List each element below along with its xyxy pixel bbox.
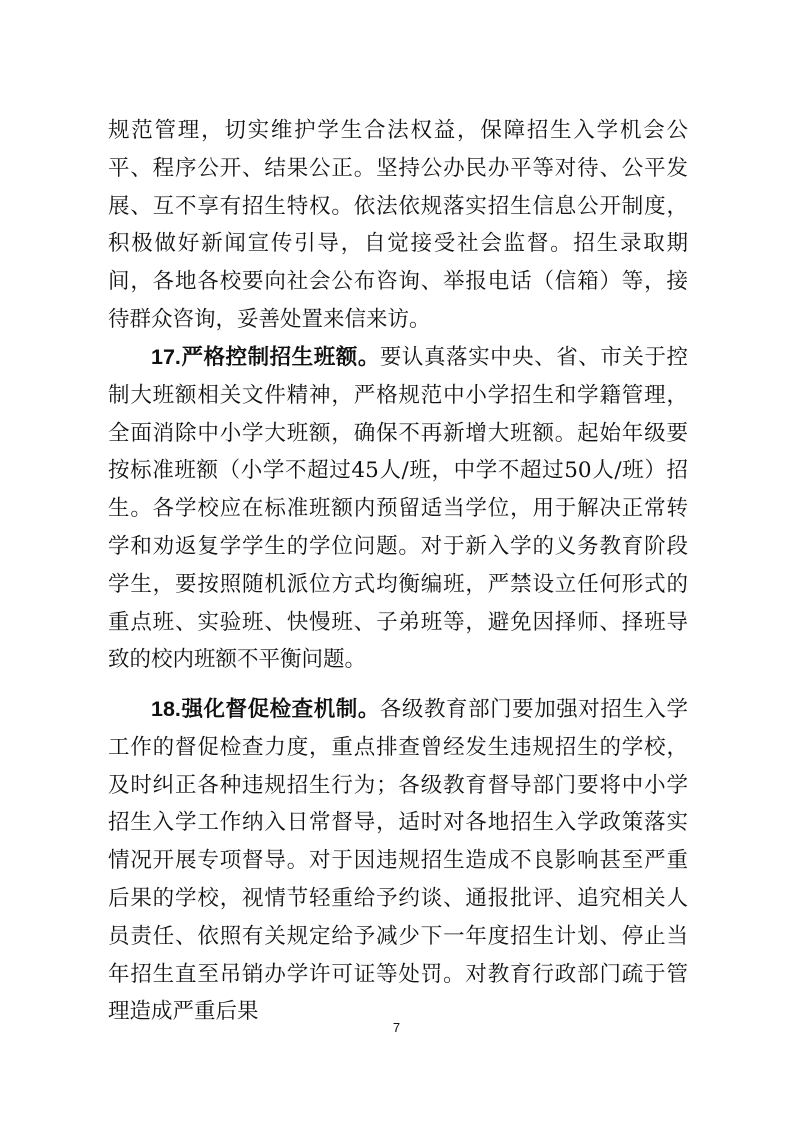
section-17-heading: 严格控制招生班额。 (180, 345, 380, 370)
section-17-paragraph (108, 339, 688, 679)
section-18-body: 各级教育部门要加强对招生入学工作的督促检查力度，重点排查曾经发生违规招生的学校，及时纠正各种违规招生行为；各级教育督导部门要将中小学招生入学工作纳入日常督导，适时对各地招生入学政策落实情况开展专项督导。对于因违规招生造成不良影响甚至严重后果的学校，视情节轻重给予约谈、通报批评、追究相关人员责任、依照有关规定给予减少下一年度招生计划、停止当年招生直至吊销办学许可证等处罚。对教育行政部门疏于管理造成严重后果 (108, 697, 688, 1025)
section-18-paragraph (108, 691, 688, 1031)
section-17-body: 要认真落实中央、省、市关于控制大班额相关文件精神，严格规范中小学招生和学籍管理，全面消除中小学大班额，确保不再新增大班额。起始年级要按标准班额（小学不超过45人/班，中学不超过50人/班）招生。各学校应在标准班额内预留适当学位，用于解决正常转学和劝返复学学生的学位问题。对于新入学的义务教育阶段学生，要按照随机派位方式均衡编班，严禁设立任何形式的重点班、实验班、快慢班、子弟班等，避免因择师、择班导致的校内班额不平衡问题。 (108, 345, 688, 673)
paragraph-continuation: 规范管理，切实维护学生合法权益，保障招生入学机会公平、程序公开、结果公正。坚持公办民办平等对待、公平发展、互不享有招生特权。依法依规落实招生信息公开制度，积极做好新闻宣传引导，自觉接受社会监督。招生录取期间，各地各校要向社会公布咨询、举报电话（信箱）等，接待群众咨询，妥善处置来信来访。 (108, 118, 688, 332)
section-18-heading: 强化督促检查机制。 (180, 697, 380, 722)
page-number: 7 (392, 1020, 401, 1035)
section-18-number: 18. (151, 697, 181, 721)
section-17-number: 17. (151, 345, 181, 369)
